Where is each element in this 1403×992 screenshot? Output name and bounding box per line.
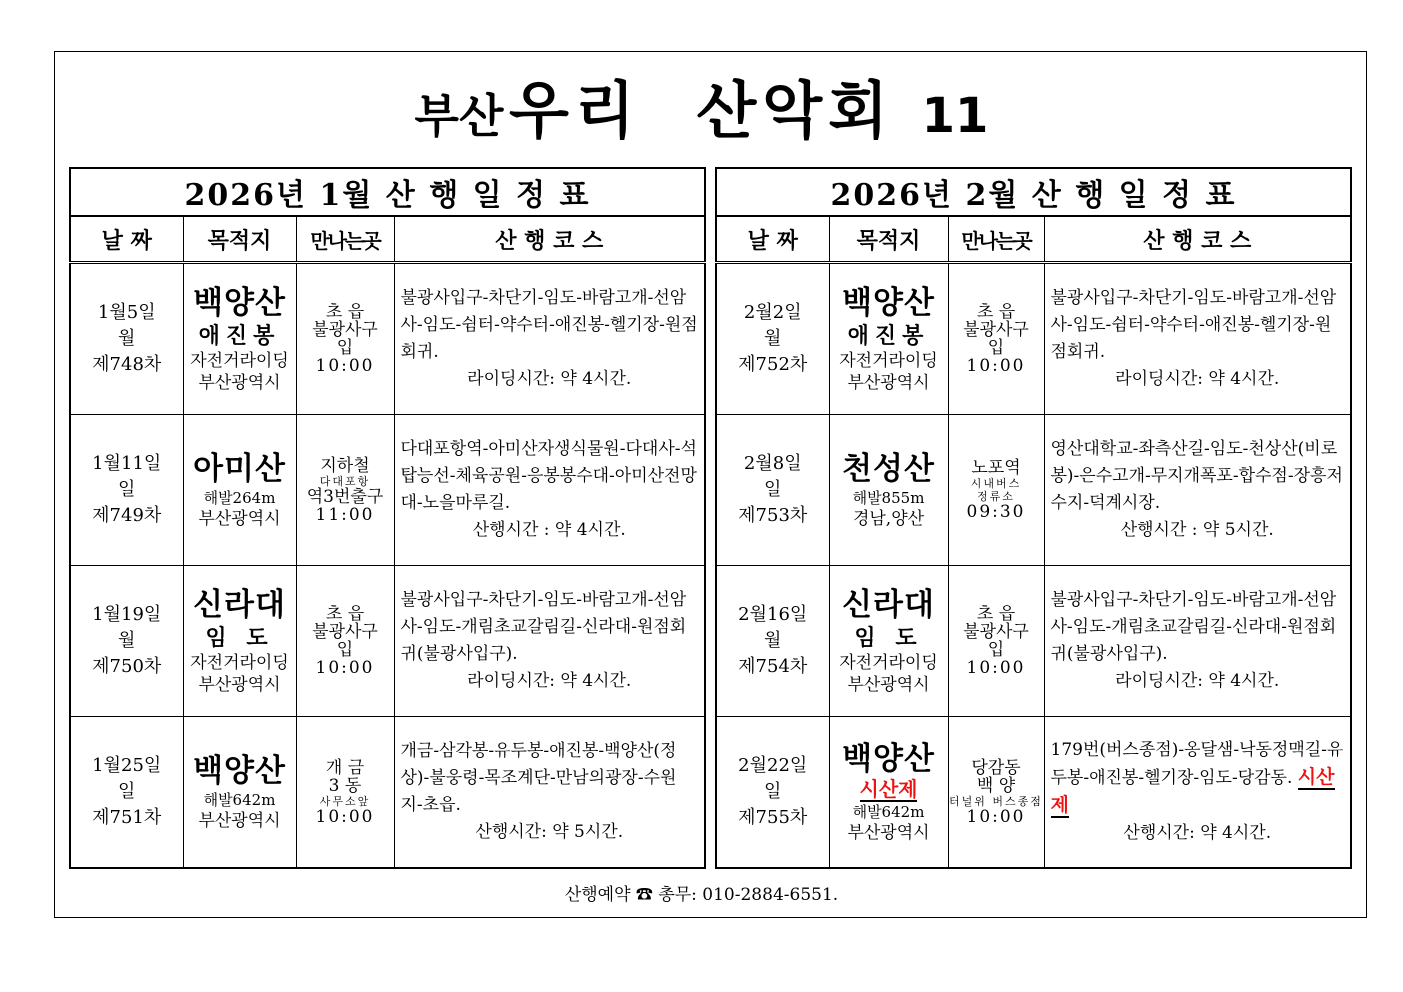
date-cell	[716, 717, 829, 869]
destination-name: 백양산	[193, 285, 286, 321]
course-cell	[394, 717, 705, 869]
course-cell	[1044, 415, 1351, 566]
date-text: 1월19일	[92, 604, 162, 625]
day-text: 월	[118, 630, 136, 651]
destination-name: 백양산	[193, 753, 286, 789]
meeting-place-3: 역3번출구	[306, 486, 384, 507]
table-row	[70, 717, 705, 869]
day-text: 일	[764, 781, 782, 802]
table-caption: 2026년 1월 산 행 일 정 표	[70, 168, 705, 216]
meeting-place-3: 정류소	[977, 490, 1015, 503]
day-text: 월	[118, 328, 136, 349]
course-cell	[394, 415, 705, 566]
meeting-place-2: 불광사구	[312, 622, 378, 642]
meeting-cell	[948, 263, 1044, 415]
date-cell	[70, 566, 183, 717]
course-text: 불광사입구-차단기-임도-바람고개-선암사-임도-쉼터-약수터-애진봉-헬기장-원점회귀.	[1050, 288, 1337, 362]
course-duration: 라이딩시간: 약 4시간.	[467, 671, 632, 691]
destination-extra: 해발642m	[852, 803, 925, 821]
table-row	[70, 263, 705, 415]
course-text: 불광사입구-차단기-임도-바람고개-선암사-임도-개림초교갈림길-신라대-원점회귀(불광사입구).	[400, 590, 687, 664]
meeting-cell	[296, 566, 394, 717]
table-caption: 2026년 2월 산 행 일 정 표	[716, 168, 1351, 216]
meeting-place: 초 읍	[325, 604, 365, 624]
date-cell	[70, 717, 183, 869]
meeting-place-2: 불광사구	[963, 622, 1029, 642]
meeting-time: 09:30	[966, 502, 1026, 522]
course-duration: 산행시간 : 약 5시간.	[1120, 520, 1274, 540]
day-text: 일	[764, 479, 782, 500]
destination-cell	[183, 263, 296, 415]
meeting-place: 당감동	[971, 757, 1021, 778]
meeting-place: 초 읍	[325, 302, 365, 322]
course-duration: 라이딩시간: 약 4시간.	[1115, 671, 1280, 691]
telephone-icon: ☎	[635, 885, 653, 905]
destination-extra: 자전거라이딩	[190, 351, 289, 371]
meeting-cell	[948, 717, 1044, 869]
destination-location: 부산광역시	[198, 509, 281, 529]
course-cell	[394, 263, 705, 415]
meeting-place-2: 백 양	[976, 775, 1016, 796]
destination-extra: 해발855m	[852, 489, 925, 507]
meeting-cell	[296, 415, 394, 566]
meeting-place: 개 금	[325, 757, 365, 778]
header-course: 산 행 코 스	[1044, 216, 1351, 263]
destination-cell	[829, 263, 948, 415]
meeting-place-2: 불광사구	[312, 320, 378, 340]
meeting-place: 초 읍	[976, 302, 1016, 322]
meeting-place-3: 사무소앞	[319, 794, 371, 808]
date-cell	[716, 263, 829, 415]
destination-location: 부산광역시	[847, 823, 930, 843]
meeting-place-3: 입	[336, 640, 354, 660]
table-row	[70, 566, 705, 717]
course-text: 다대포항역-아미산자생식물원-다대사-석탑능선-체육공원-응봉봉수대-아미산전망대-노을마루길.	[400, 439, 697, 513]
title-part4: 11	[921, 88, 989, 144]
title-part2: 우리	[509, 74, 641, 147]
course-duration: 산행시간 : 약 4시간.	[472, 520, 626, 540]
destination-location: 부산광역시	[847, 373, 930, 393]
meeting-place: 초 읍	[976, 604, 1016, 624]
header-dest: 목적지	[829, 216, 948, 263]
day-text: 일	[118, 479, 136, 500]
destination-name: 천성산	[842, 451, 935, 487]
meeting-cell	[296, 717, 394, 869]
destination-location: 부산광역시	[198, 675, 281, 695]
destination-name: 백양산	[842, 741, 935, 777]
course-text: 179번(버스종점)-옹달샘-낙동정맥길-유두봉-애진봉-헬기장-임도-당감동.	[1050, 740, 1344, 788]
meeting-time: 10:00	[966, 806, 1026, 827]
destination-name: 백양산	[842, 285, 935, 321]
meeting-time: 10:00	[966, 658, 1026, 678]
title-part1: 부산	[414, 89, 504, 143]
footer-label: 산행예약	[564, 885, 631, 905]
destination-extra: 자전거라이딩	[190, 653, 289, 673]
trip-number: 제752차	[738, 354, 808, 375]
date-text: 1월25일	[92, 755, 162, 776]
course-duration: 산행시간: 약 4시간.	[1123, 823, 1272, 843]
trip-number: 제753차	[738, 505, 808, 526]
course-cell	[1044, 263, 1351, 415]
meeting-cell	[948, 566, 1044, 717]
footer-contact	[0, 880, 1403, 905]
date-cell	[70, 263, 183, 415]
course-duration: 산행시간: 약 5시간.	[475, 822, 624, 842]
meeting-place-3: 입	[336, 338, 354, 358]
trip-number: 제754차	[738, 656, 808, 677]
date-cell	[716, 566, 829, 717]
page-title	[0, 74, 1403, 147]
course-cell	[1044, 717, 1351, 869]
date-text: 1월5일	[97, 302, 156, 323]
meeting-time: 10:00	[966, 356, 1026, 376]
header-date: 날 짜	[716, 216, 829, 263]
destination-extra: 자전거라이딩	[839, 351, 938, 371]
schedule-table-february	[715, 167, 1352, 869]
destination-cell	[183, 566, 296, 717]
destination-cell	[829, 415, 948, 566]
course-text: 불광사입구-차단기-임도-바람고개-선암사-임도-개림초교갈림길-신라대-원점회귀(불광사입구).	[1050, 590, 1337, 664]
meeting-cell	[948, 415, 1044, 566]
date-text: 2월16일	[738, 604, 808, 625]
date-text: 2월2일	[743, 302, 802, 323]
special-event-label: 시산제	[859, 777, 918, 801]
header-dest: 목적지	[183, 216, 296, 263]
course-cell	[394, 566, 705, 717]
destination-location: 경남,양산	[852, 509, 925, 529]
destination-name: 신라대	[193, 587, 286, 623]
table-row	[716, 717, 1351, 869]
destination-name: 아미산	[193, 451, 286, 487]
course-text: 개금-삼각봉-유두봉-애진봉-백양산(정상)-불웅령-목조계단-만남의광장-수원지-초읍.	[400, 741, 677, 815]
destination-location: 부산광역시	[198, 373, 281, 393]
destination-extra: 자전거라이딩	[839, 653, 938, 673]
destination-extra: 해발642m	[203, 791, 276, 809]
date-text: 1월11일	[92, 453, 162, 474]
date-text: 2월22일	[738, 755, 808, 776]
meeting-place-3: 입	[987, 338, 1005, 358]
meeting-place-2: 시내버스	[970, 477, 1022, 490]
destination-location: 부산광역시	[847, 675, 930, 695]
meeting-place-2: 3 동	[328, 775, 362, 796]
date-cell	[716, 415, 829, 566]
meeting-place-3: 입	[987, 640, 1005, 660]
trip-number: 제748차	[92, 354, 162, 375]
destination-cell	[183, 415, 296, 566]
destination-cell	[183, 717, 296, 869]
table-row	[716, 415, 1351, 566]
course-text: 불광사입구-차단기-임도-바람고개-선암사-임도-쉼터-약수터-애진봉-헬기장-원점회귀.	[400, 288, 698, 362]
course-text-wrap	[1051, 737, 1345, 820]
day-text: 월	[764, 630, 782, 651]
day-text: 일	[118, 781, 136, 802]
table-row	[716, 263, 1351, 415]
date-cell	[70, 415, 183, 566]
destination-location: 부산광역시	[198, 811, 281, 831]
destination-cell	[829, 566, 948, 717]
meeting-cell	[296, 263, 394, 415]
meeting-place: 노포역	[971, 458, 1021, 478]
meeting-place-3: 터널위 버스종점	[949, 794, 1043, 808]
course-cell	[1044, 566, 1351, 717]
meeting-time: 10:00	[315, 658, 375, 678]
meeting-place-2: 불광사구	[963, 320, 1029, 340]
header-meet: 만나는곳	[948, 216, 1044, 263]
meeting-time: 10:00	[315, 356, 375, 376]
meeting-place-2: 다대포항	[319, 474, 371, 488]
trip-number: 제749차	[92, 505, 162, 526]
meeting-time: 10:00	[315, 806, 375, 827]
header-date: 날 짜	[70, 216, 183, 263]
course-duration: 라이딩시간: 약 4시간.	[467, 369, 632, 389]
trip-number: 제750차	[92, 656, 162, 677]
destination-sub: 임 도	[854, 625, 923, 651]
schedule-table-january	[69, 167, 706, 869]
course-text: 영산대학교-좌측산길-임도-천상산(비로봉)-은수고개-무지개폭포-합수점-장흥저수지-덕계시장.	[1050, 439, 1343, 513]
destination-sub: 임 도	[205, 625, 274, 651]
destination-cell	[829, 717, 948, 869]
title-part3: 산악회	[696, 74, 895, 147]
table-row	[716, 566, 1351, 717]
header-meet: 만나는곳	[296, 216, 394, 263]
trip-number: 제755차	[738, 807, 808, 828]
day-text: 월	[764, 328, 782, 349]
destination-extra: 해발264m	[203, 489, 276, 507]
date-text: 2월8일	[743, 453, 802, 474]
destination-name: 신라대	[842, 587, 935, 623]
trip-number: 제751차	[92, 807, 162, 828]
table-row	[70, 415, 705, 566]
special-event-label: 시산제	[1050, 766, 1335, 816]
destination-sub: 애진봉	[847, 323, 930, 349]
course-duration: 라이딩시간: 약 4시간.	[1115, 369, 1280, 389]
destination-sub: 애진봉	[198, 323, 281, 349]
meeting-place: 지하철	[320, 455, 370, 476]
footer-phone: 총무: 010-2884-6551.	[658, 885, 839, 905]
header-course: 산 행 코 스	[394, 216, 705, 263]
meeting-time: 11:00	[315, 504, 375, 525]
